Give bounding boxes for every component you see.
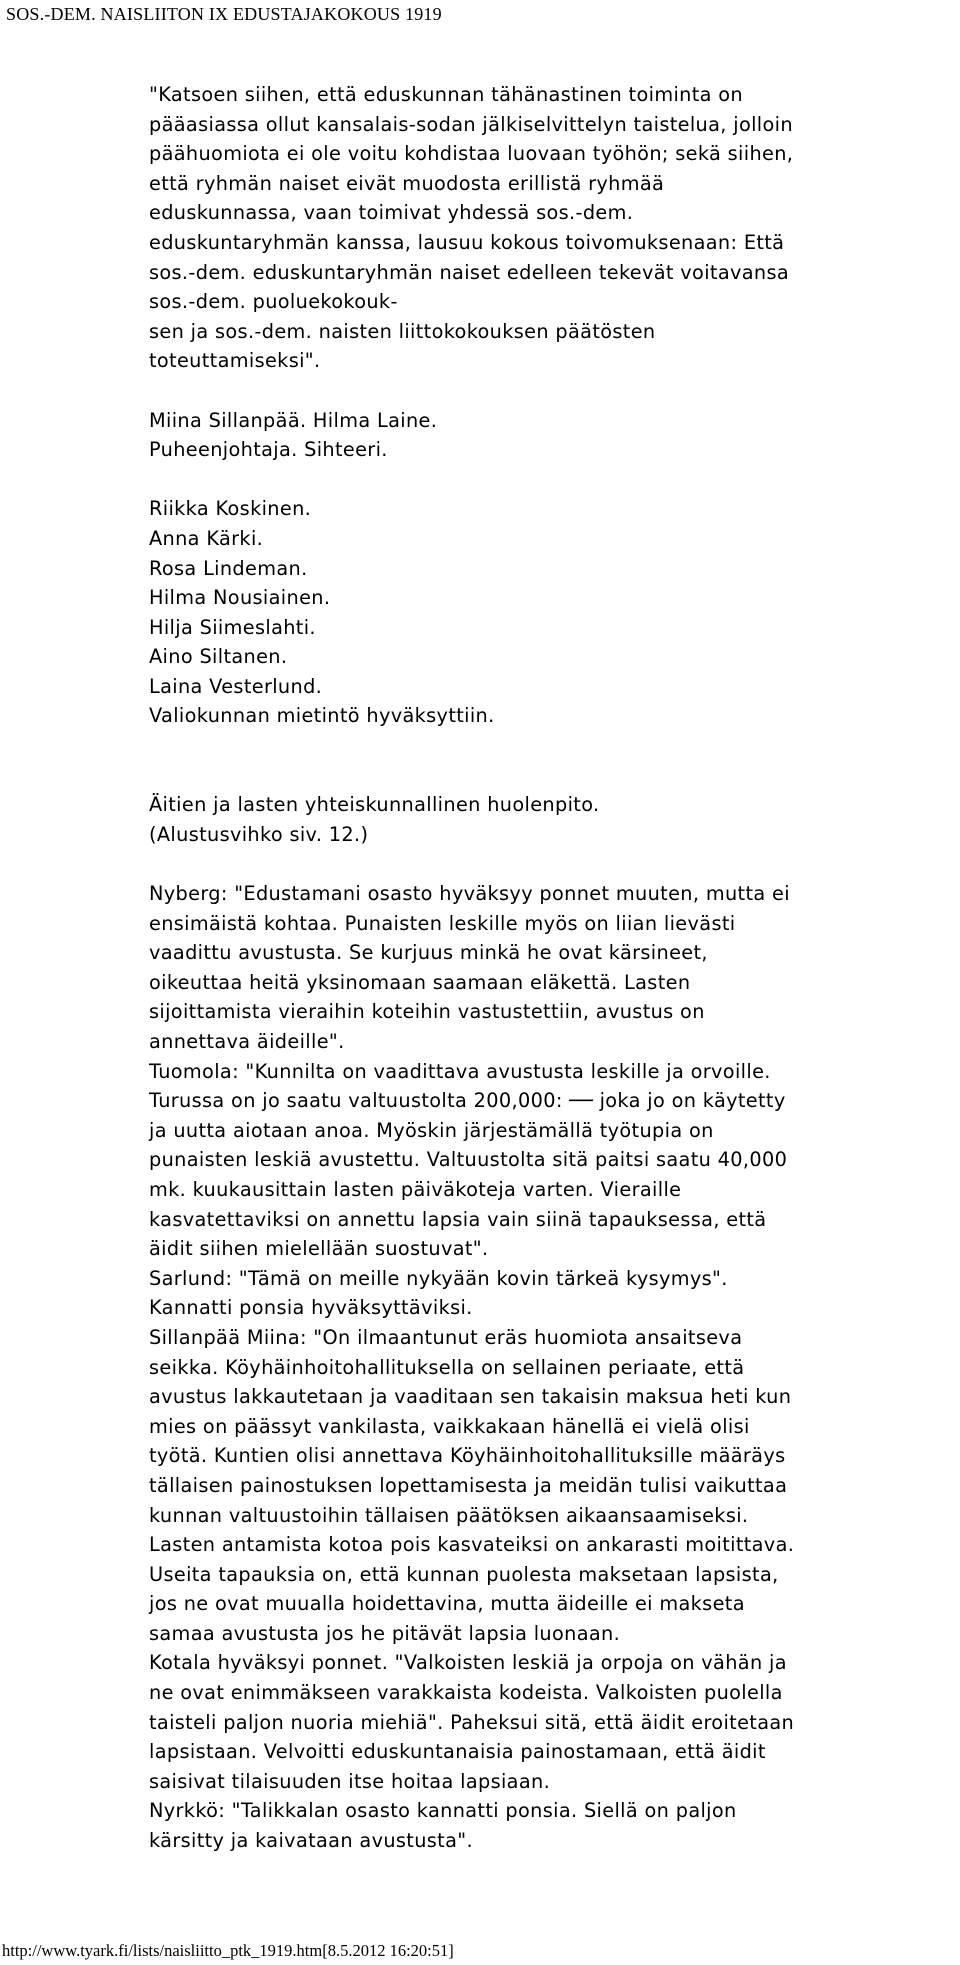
text-line: Tuomola: "Kunnilta on vaadittava avustusta leskille ja orvoille. (149, 1059, 771, 1083)
page-header: SOS.-DEM. NAISLIITON IX EDUSTAJAKOKOUS 1919 (6, 4, 442, 24)
text-line: oikeuttaa heitä yksinomaan saamaan eläkettä. Lasten (149, 970, 691, 994)
text-line: Hilma Nousiainen. (149, 586, 331, 610)
text-line: Turussa on jo saatu valtuustolta 200,000: ── joka jo on käytetty (149, 1089, 786, 1113)
text-line: Miina Sillanpää. Hilma Laine. (149, 408, 438, 432)
text-line: Useita tapauksia on, että kunnan puolesta maksetaan lapsista, (149, 1562, 779, 1586)
paragraph-gap (149, 376, 954, 406)
text-line: taisteli paljon nuoria miehiä". Paheksui sitä, että äidit eroitetaan (149, 1710, 795, 1734)
text-line: toteuttamiseksi". (149, 349, 321, 373)
text-line: Riikka Koskinen. (149, 497, 312, 521)
text-line: Äitien ja lasten yhteiskunnallinen huolenpito. (149, 793, 600, 817)
text-line: avustus lakkautetaan ja vaaditaan sen takaisin maksua heti kun (149, 1385, 792, 1409)
text-line: punaisten leskiä avustettu. Valtuustolta sitä paitsi saatu 40,000 (149, 1148, 788, 1172)
document-body (149, 80, 954, 1856)
paragraph-gap (149, 761, 954, 791)
text-line: tällaisen painostuksen lopettamisesta ja meidän tulisi vaikuttaa (149, 1473, 788, 1497)
text-line: sos.-dem. puoluekokouk- (149, 290, 398, 314)
text-line: mies on päässyt vankilasta, vaikkakaan hänellä ei vielä olisi (149, 1414, 750, 1438)
text-line: "Katsoen siihen, että eduskunnan tähänastinen toiminta on (149, 83, 743, 106)
text-line: eduskunnassa, vaan toimivat yhdessä sos.-dem. (149, 201, 634, 225)
text-line: Hilja Siimeslahti. (149, 615, 316, 639)
text-line: ja uutta aiotaan anoa. Myöskin järjestämällä työtupia on (149, 1118, 714, 1142)
text-line: vaadittu avustusta. Se kurjuus minkä he ovat kärsineet, (149, 941, 708, 965)
text-line: samaa avustusta jos he pitävät lapsia luonaan. (149, 1621, 621, 1645)
text-line: Laina Vesterlund. (149, 674, 323, 698)
paragraph-gap (149, 465, 954, 495)
text-line: kasvatettaviksi on annettu lapsia vain siinä tapauksessa, että (149, 1207, 767, 1231)
text-line: kunnan valtuustoihin tällaisen päätöksen aikaansaamiseksi. (149, 1503, 749, 1527)
text-line: Aino Siltanen. (149, 645, 288, 669)
text-line: ne ovat enimmäkseen varakkaista kodeista. Valkoisten puolella (149, 1681, 783, 1705)
text-line: päähuomiota ei ole voitu kohdistaa luovaan työhön; sekä siihen, (149, 142, 794, 166)
page-footer-source-url: http://www.tyark.fi/lists/naisliitto_ptk_1919.htm[8.5.2012 16:20:51] (2, 1941, 454, 1960)
text-line: Sarlund: "Tämä on meille nykyään kovin tärkeä kysymys". (149, 1266, 728, 1290)
text-line: Kannatti ponsia hyväksyttäviksi. (149, 1296, 473, 1320)
text-line: mk. kuukausittain lasten päiväkoteja varten. Vieraille (149, 1177, 682, 1201)
text-line: Nyrkkö: "Talikkalan osasto kannatti ponsia. Siellä on paljon (149, 1799, 737, 1823)
paragraph-gap (149, 849, 954, 879)
text-line: Valiokunnan mietintö hyväksyttiin. (149, 704, 495, 728)
text-line: Kotala hyväksyi ponnet. "Valkoisten leskiä ja orpoja on vähän ja (149, 1651, 787, 1675)
text-line: Anna Kärki. (149, 526, 264, 550)
text-line: kärsitty ja kaivataan avustusta". (149, 1829, 473, 1853)
text-line: sijoittamista vieraihin koteihin vastustettiin, avustus on (149, 1000, 705, 1024)
text-line: Puheenjohtaja. Sihteeri. (149, 438, 388, 462)
paragraph-gap (149, 731, 954, 761)
text-line: Nyberg: "Edustamani osasto hyväksyy ponnet muuten, mutta ei (149, 882, 790, 906)
text-line: jos ne ovat muualla hoidettavina, mutta äideille ei makseta (149, 1592, 745, 1616)
text-line: äidit siihen mielellään suostuvat". (149, 1237, 489, 1261)
text-line: lapsistaan. Velvoitti eduskuntanaisia painostamaan, että äidit (149, 1740, 766, 1764)
text-line: sen ja sos.-dem. naisten liittokokouksen päätösten (149, 319, 656, 343)
text-line: Sillanpää Miina: "On ilmaantunut eräs huomiota ansaitseva (149, 1325, 743, 1349)
text-line: ensimäistä kohtaa. Punaisten leskille myös on liian lievästi (149, 911, 736, 935)
text-line: saisivat tilaisuuden itse hoitaa lapsiaan. (149, 1769, 551, 1793)
text-line: että ryhmän naiset eivät muodosta erillistä ryhmää (149, 171, 665, 195)
text-line: (Alustusvihko siv. 12.) (149, 822, 369, 846)
text-line: työtä. Kuntien olisi annettava Köyhäinhoitohallituksille määräys (149, 1444, 786, 1468)
text-line: pääasiassa ollut kansalais-sodan jälkiselvittelyn taistelua, jolloin (149, 112, 793, 136)
text-line: Rosa Lindeman. (149, 556, 308, 580)
text-line: sos.-dem. eduskuntaryhmän naiset edelleen tekevät voitavansa (149, 260, 790, 284)
text-line: Lasten antamista kotoa pois kasvateiksi on ankarasti moitittava. (149, 1533, 795, 1557)
text-line: annettava äideille". (149, 1030, 345, 1053)
text-line: eduskuntaryhmän kanssa, lausuu kokous toivomuksenaan: Että (149, 230, 785, 254)
text-line: seikka. Köyhäinhoitohallituksella on sellainen periaate, että (149, 1355, 745, 1379)
